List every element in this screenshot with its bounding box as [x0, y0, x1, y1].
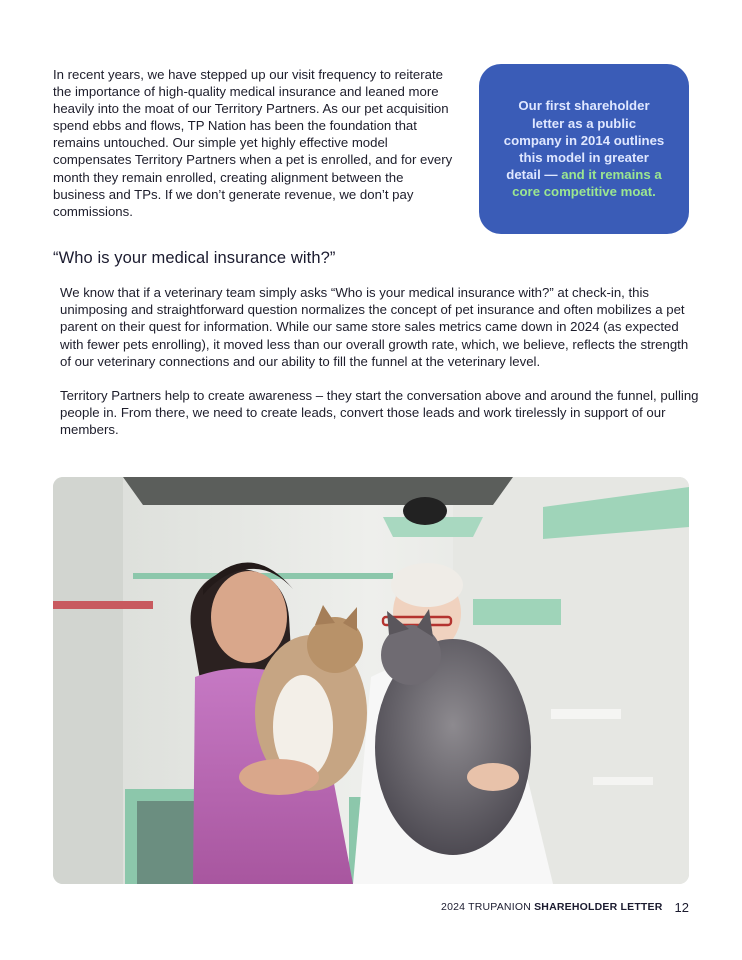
intro-text: In recent years, we have stepped up our visit frequency to reiterate the importance of high-quality medical insurance and leaned more heavily into the moat of our Territory Partners. As our pet acquisition spend ebbs and flows, TP Nation has been the foundation that remains untouched. Our simple yet highly effective model compensates Territory Partners when a pet is enrolled, and for every month they remain enrolled, creating alignment between the business and TPs. If we don’t generate revenue, we don’t pay commissions.	[53, 67, 453, 219]
callout-highlight-text: and it remains a core competitive moat.	[512, 167, 662, 200]
section-paragraph-2: Territory Partners help to create awareness – they start the conversation above and around the funnel, pulling people in. From there, we need to create leads, convert those leads and work tirelessly in support of our members.	[60, 388, 699, 438]
section-paragraph-1: We know that if a veterinary team simply asks “Who is your medical insurance with?” at check-in, this unimposing and straightforward question normalizes the concept of pet insurance and often mobilizes a pet parent on their quest for information. While our same store sales metrics came down in 2024 (as expected with fewer pets enrolling), it moved less than our overall growth rate, which, we believe, reflects the strength of our veterinary connections and our ability to fill the funnel at the veterinary level.	[60, 285, 689, 369]
photo-illustration	[53, 477, 689, 884]
callout-main-text: Our first shareholder letter as a public company in 2014 outlines this model in greater detail —	[503, 98, 665, 183]
footer-year-label: 2024 TRUPANION	[441, 901, 535, 913]
page-footer	[441, 899, 689, 915]
callout-text	[503, 97, 665, 200]
section-heading: “Who is your medical insurance with?”	[53, 249, 336, 267]
page-number: 12	[674, 899, 689, 915]
callout-box	[479, 64, 689, 234]
section-body	[60, 284, 700, 439]
intro-paragraph	[53, 66, 453, 220]
footer-bold-label: SHAREHOLDER LETTER	[534, 901, 663, 913]
footer-label	[441, 901, 663, 913]
veterinary-staff-with-cats-photo	[53, 477, 689, 884]
